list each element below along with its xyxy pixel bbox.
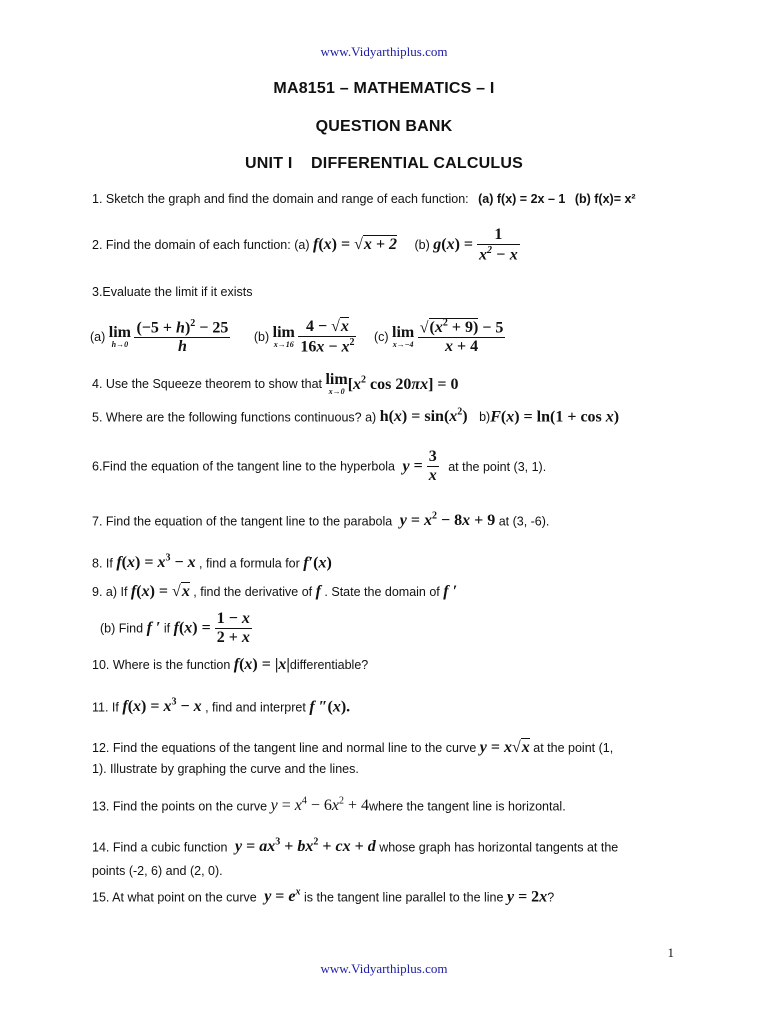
question-3-lim-b: lim x→16 — [272, 324, 295, 350]
header-site-link[interactable]: www.Vidyarthiplus.com — [320, 44, 448, 59]
question-13-tail: where the tangent line is horizontal. — [369, 799, 566, 814]
question-3-lim-c: lim x→−4 — [392, 324, 415, 350]
question-12-tail: at the point (1, — [533, 741, 614, 755]
question-10-text: 10. Where is the function — [92, 658, 231, 672]
question-5-formula-b: F(x) = ln(1 + cos x) — [490, 408, 620, 426]
question-14 — [92, 837, 618, 856]
question-3-label-c: (c) — [373, 330, 389, 345]
question-6: 6.Find the equation of the tangent line to the hyperbola y = $\frac{3}{x}$ at the point (3, 1). — [92, 448, 547, 484]
question-11-mid: , find and interpret — [205, 700, 306, 715]
question-14-text: 14. Find a cubic function — [92, 840, 228, 855]
question-11 — [92, 697, 350, 716]
question-9b-fraction: $\frac{1 - x}{2 + x}$ — [216, 610, 250, 646]
question-3-lim-a: lim h→0 — [108, 324, 131, 350]
question-8 — [92, 553, 332, 572]
question-4-formula: [$x^2$ cos 20πx] = 0 — [347, 374, 459, 393]
question-15-line: y = 2x — [506, 888, 548, 906]
question-1 — [92, 192, 636, 206]
question-2-text: 2. Find the domain of each function: (a) — [92, 238, 310, 253]
question-7-tail: at (3, -6). — [498, 514, 550, 529]
question-3-limits — [90, 318, 505, 356]
question-9a: 9. a) If f(x) = √x , find the derivative of f . State the domain of f ′ — [92, 583, 458, 600]
question-13-text: 13. Find the points on the curve — [92, 799, 268, 814]
question-4 — [92, 372, 459, 396]
question-1-text: 1. Sketch the graph and find the domain and range of each function: — [92, 192, 469, 206]
question-15-text: 15. At what point on the curve — [92, 890, 257, 905]
question-2-formula-b: g — [433, 236, 442, 254]
page-number: 1 — [667, 945, 674, 960]
question-11-formula: $f(x) = x^3 - x$ — [122, 697, 202, 716]
question-bank-title: QUESTION BANK — [315, 118, 453, 135]
question-8-formula: $f(x) = x^3 - x$ — [116, 553, 196, 572]
question-7 — [92, 511, 549, 530]
question-8-text: 8. If — [92, 556, 113, 571]
question-8-derivative: f′(x) — [303, 554, 332, 572]
question-3-fraction-b: $\frac{4 - √x}{16x - x^2}$ — [300, 318, 355, 356]
question-12-text: 12. Find the equations of the tangent line and normal line to the curve — [92, 741, 477, 755]
question-8-mid: , find a formula for — [199, 556, 300, 571]
question-11-text: 11. If — [92, 700, 119, 715]
question-15 — [92, 887, 554, 906]
question-3-fraction-a: $\frac{(-5 + h)^2 - 25}{h}$ — [136, 318, 229, 356]
question-15-curve: $y = e^x$ — [264, 887, 301, 906]
question-6-text: 6.Find the equation of the tangent line to the hyperbola — [92, 459, 396, 474]
question-10-formula: f(x) = |x| — [233, 656, 290, 673]
question-6-tail: at the point (3, 1). — [448, 459, 547, 474]
question-9b-if: if — [163, 621, 171, 636]
question-9b: (b) Find f ′ if f(x) = $\frac{1 - x}{2 + x}$ — [100, 610, 250, 646]
question-2-fraction: $\frac{1}{x^2 - x}$ — [479, 226, 518, 264]
question-12-formula: y = x√x — [479, 739, 530, 756]
question-3-label-a: (a) — [90, 330, 106, 345]
question-9-mid: , find the derivative of — [193, 585, 313, 599]
course-title: MA8151 – MATHEMATICS – I — [273, 80, 495, 97]
question-15-tail: ? — [547, 890, 555, 905]
question-2-label-b: (b) — [414, 238, 430, 253]
question-9b-text: (b) Find — [100, 621, 144, 636]
question-11-second-derivative: f ″(x). — [309, 698, 351, 716]
question-3-label-b: (b) — [253, 330, 270, 345]
question-14-formula: $y = ax^3 + bx^2$ + cx + d — [234, 837, 376, 856]
question-9-text: 9. a) If — [92, 585, 128, 599]
question-3-fraction-c: $\frac{√(x^2 + 9) - 5}{x + 4}$ — [419, 318, 504, 356]
question-6-fraction: $\frac{3}{x}$ — [428, 448, 437, 484]
question-7-formula: $y = x^2 - 8x + 9$ — [399, 511, 496, 530]
question-12 — [92, 739, 613, 757]
question-4-text: 4. Use the Squeeze theorem to show that — [92, 377, 322, 391]
question-4-lim: lim x→0 — [325, 371, 348, 396]
question-9-tail: . State the domain of — [324, 585, 440, 599]
question-5-label-b: b) — [479, 410, 491, 425]
question-9-formula: f(x) = √x — [130, 583, 190, 600]
question-5-formula-a: $h(x) = \sin(x^2)$ — [379, 407, 468, 426]
unit-title: UNIT I DIFFERENTIAL CALCULUS — [245, 155, 523, 172]
question-5-text: 5. Where are the following functions continuous? a) — [92, 410, 377, 425]
question-15-mid: is the tangent line parallel to the line — [304, 890, 504, 905]
question-1-part-a: (a) f(x) = 2x – 1 — [478, 192, 566, 206]
question-13-formula: $y = x^4 - 6x^2 + 4$ — [270, 796, 370, 815]
footer-site-link[interactable]: www.Vidyarthiplus.com — [320, 961, 448, 976]
question-7-text: 7. Find the equation of the tangent line to the parabola — [92, 514, 393, 529]
question-13 — [92, 796, 566, 815]
question-3-text: 3.Evaluate the limit if it exists — [92, 285, 253, 299]
question-5 — [92, 407, 619, 426]
question-12-line2: 1). Illustrate by graphing the curve and the lines. — [92, 762, 359, 776]
question-2: 2. Find the domain of each function: (a) f(x) = √x + 2 (b) g(x) = $\frac{1}{x^2 - x}$ — [92, 226, 518, 264]
question-1-part-b: (b) f(x)= x² — [574, 192, 636, 206]
question-2-formula-a: f — [312, 236, 319, 254]
question-10-tail: differentiable? — [289, 658, 369, 672]
question-14-line2: points (-2, 6) and (2, 0). — [92, 864, 223, 878]
question-10 — [92, 656, 368, 674]
question-14-tail: whose graph has horizontal tangents at the — [379, 840, 619, 855]
